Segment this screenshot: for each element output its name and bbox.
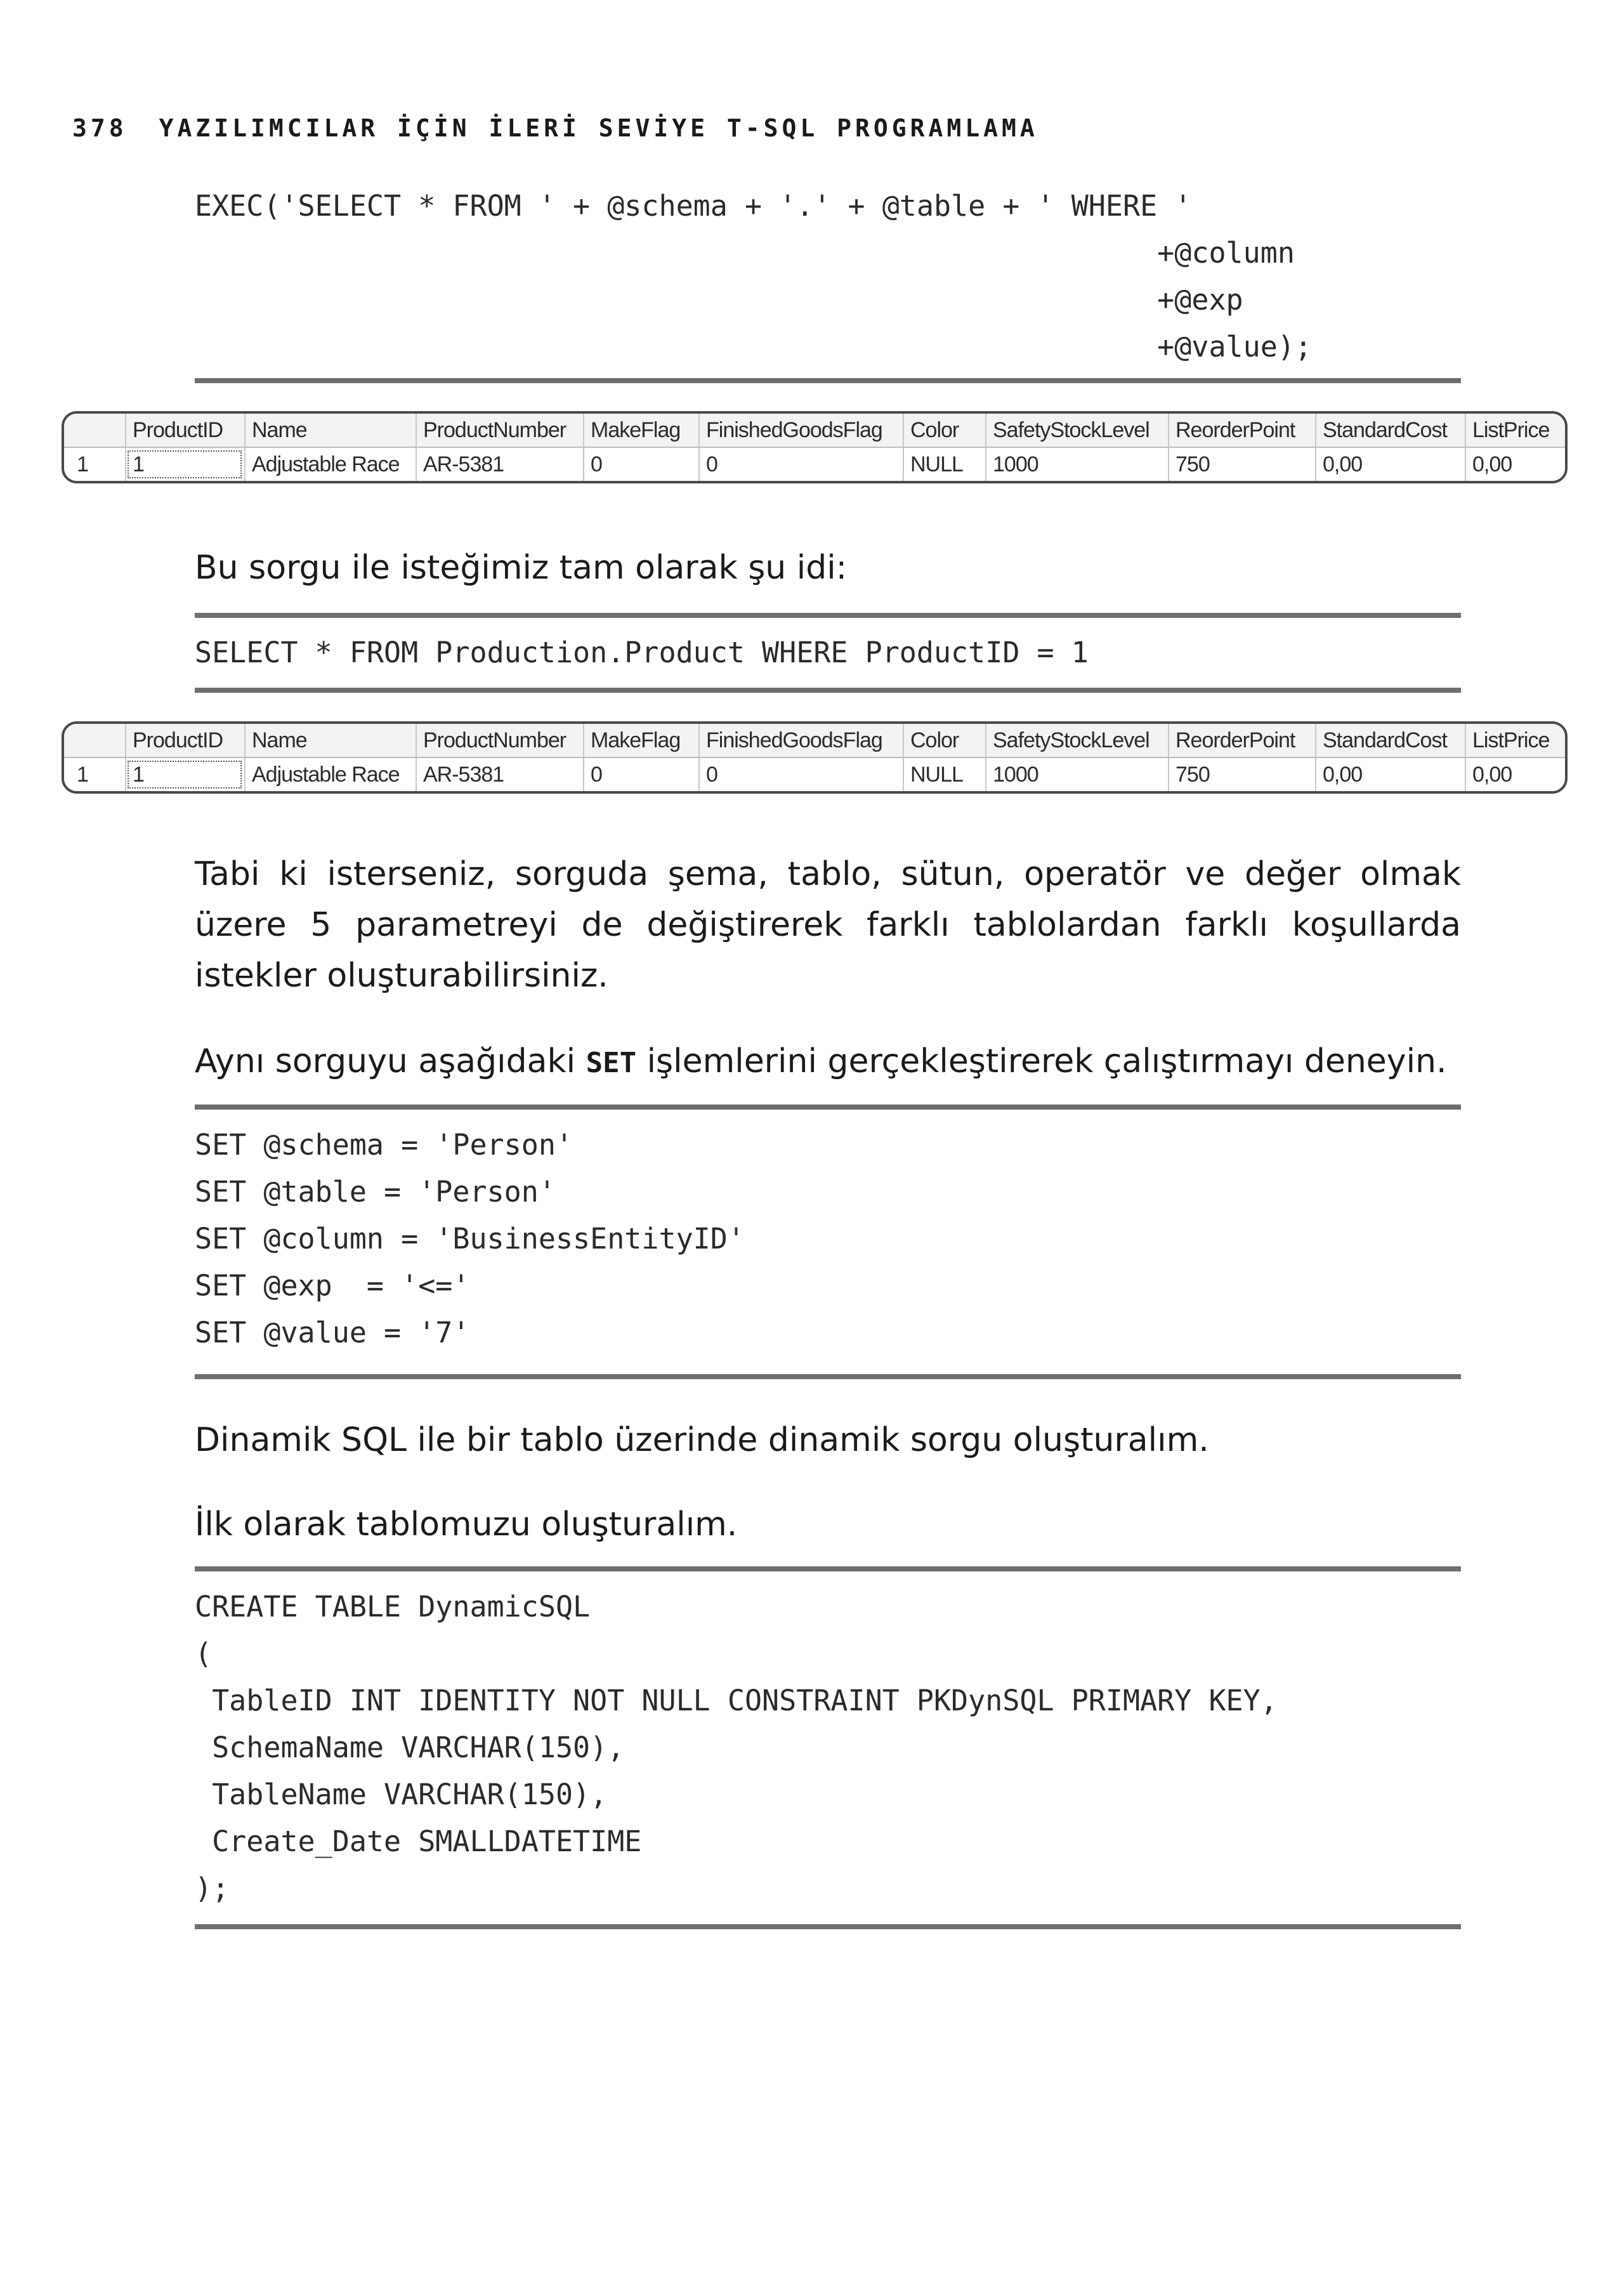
body-paragraph: Tabi ki isterseniz, sorguda şema, tablo, sütun, operatör ve değer olmak üzere 5 parametreyi de değiştirerek farklı tablolardan farklı koşullarda istekler oluşturabilirsiniz. [195,855,1461,995]
code-block-exec [195,183,1312,370]
column-header[interactable]: SafetyStockLevel [985,414,1168,447]
column-header[interactable]: ListPrice [1465,724,1565,757]
code-line: +@value); [195,330,1312,364]
grid-header-row [64,414,1565,448]
table-cell[interactable]: Adjustable Race [244,758,416,791]
paragraph-text: işlemlerini gerçekleştirerek çalıştırmayı deneyin. [636,1042,1447,1080]
code-block-bottom-rule [195,688,1461,693]
code-line: ( [195,1637,213,1670]
code-block-top-rule [195,1105,1461,1110]
code-block-set [195,1122,745,1356]
table-cell[interactable]: 1 [125,758,244,791]
table-cell[interactable]: 750 [1168,448,1315,481]
column-header[interactable]: ReorderPoint [1168,724,1315,757]
table-cell[interactable]: 750 [1168,758,1315,791]
code-line: EXEC('SELECT * FROM ' + @schema + '.' + @table + ' WHERE ' [195,189,1192,223]
code-block-bottom-rule [195,1924,1461,1929]
table-cell[interactable]: 1000 [985,448,1168,481]
body-paragraph: Dinamik SQL ile bir tablo üzerinde dinamik sorgu oluşturalım. [195,1421,1209,1459]
table-cell[interactable]: 0 [698,758,903,791]
code-line: SET @schema = 'Person' [195,1128,573,1162]
table-cell[interactable]: 0,00 [1465,448,1565,481]
column-header[interactable]: ListPrice [1465,414,1565,447]
code-line: SchemaName VARCHAR(150), [195,1731,625,1764]
row-number: 1 [77,452,89,476]
column-header[interactable]: ReorderPoint [1168,414,1315,447]
result-grid [62,411,1568,483]
page-number: 378 [72,114,128,142]
code-line: SET @exp = '<=' [195,1269,470,1302]
table-cell[interactable]: AR-5381 [416,758,583,791]
body-paragraph: İlk olarak tablomuzu oluşturalım. [195,1505,738,1544]
code-line: TableName VARCHAR(150), [195,1778,608,1811]
body-paragraph [195,1036,1461,1089]
code-line: Create_Date SMALLDATETIME [195,1825,642,1858]
code-line: SELECT * FROM Production.Product WHERE ProductID = 1 [195,636,1089,669]
table-cell[interactable]: 1 [125,448,244,481]
column-header[interactable]: ProductID [125,724,244,757]
table-cell[interactable]: 0 [583,448,698,481]
table-cell[interactable]: 1000 [985,758,1168,791]
code-line: CREATE TABLE DynamicSQL [195,1590,591,1623]
code-line: SET @column = 'BusinessEntityID' [195,1222,745,1256]
code-block-bottom-rule [195,1374,1461,1379]
code-line: +@column [195,236,1295,270]
column-header[interactable]: Color [903,724,985,757]
column-header[interactable]: ProductNumber [416,724,583,757]
table-cell[interactable]: Adjustable Race [244,448,416,481]
column-header[interactable]: Name [244,414,416,447]
table-cell[interactable]: NULL [903,758,985,791]
table-cell[interactable]: 0,00 [1465,758,1565,791]
column-header[interactable]: StandardCost [1315,724,1465,757]
column-header[interactable]: FinishedGoodsFlag [698,724,903,757]
row-number: 1 [77,763,89,787]
column-header[interactable]: SafetyStockLevel [985,724,1168,757]
table-cell[interactable]: 0 [698,448,903,481]
table-cell[interactable]: AR-5381 [416,448,583,481]
table-cell[interactable]: 0,00 [1315,448,1465,481]
row-header-corner [64,724,125,757]
table-row[interactable] [64,448,1565,481]
page-header [72,114,1038,142]
code-block-select [195,629,1089,676]
table-cell[interactable]: 0,00 [1315,758,1465,791]
inline-code: SET [586,1047,637,1079]
code-block-top-rule [195,613,1461,618]
column-header[interactable]: ProductID [125,414,244,447]
result-grid [62,721,1568,794]
table-cell[interactable]: 0 [583,758,698,791]
table-row[interactable] [64,758,1565,791]
code-block-top-rule [195,1566,1461,1571]
column-header[interactable]: MakeFlag [583,724,698,757]
column-header[interactable]: MakeFlag [583,414,698,447]
column-header[interactable]: StandardCost [1315,414,1465,447]
code-line: ); [195,1872,230,1905]
code-line: TableID INT IDENTITY NOT NULL CONSTRAINT PKDynSQL PRIMARY KEY, [195,1684,1278,1717]
grid-header-row [64,724,1565,758]
column-header[interactable]: FinishedGoodsFlag [698,414,903,447]
code-line: SET @value = '7' [195,1316,470,1349]
code-line: +@exp [195,283,1243,317]
column-header[interactable]: Name [244,724,416,757]
code-block-bottom-rule [195,378,1461,383]
paragraph-text: Aynı sorguyu aşağıdaki [195,1042,586,1080]
column-header[interactable]: ProductNumber [416,414,583,447]
table-cell[interactable]: NULL [903,448,985,481]
running-title: YAZILIMCILAR İÇİN İLERİ SEVİYE T-SQL PROGRAMLAMA [159,114,1038,142]
row-header-corner [64,414,125,447]
code-block-create-table [195,1583,1278,1912]
column-header[interactable]: Color [903,414,985,447]
body-paragraph: Bu sorgu ile isteğimiz tam olarak şu idi: [195,549,848,587]
code-line: SET @table = 'Person' [195,1175,556,1209]
